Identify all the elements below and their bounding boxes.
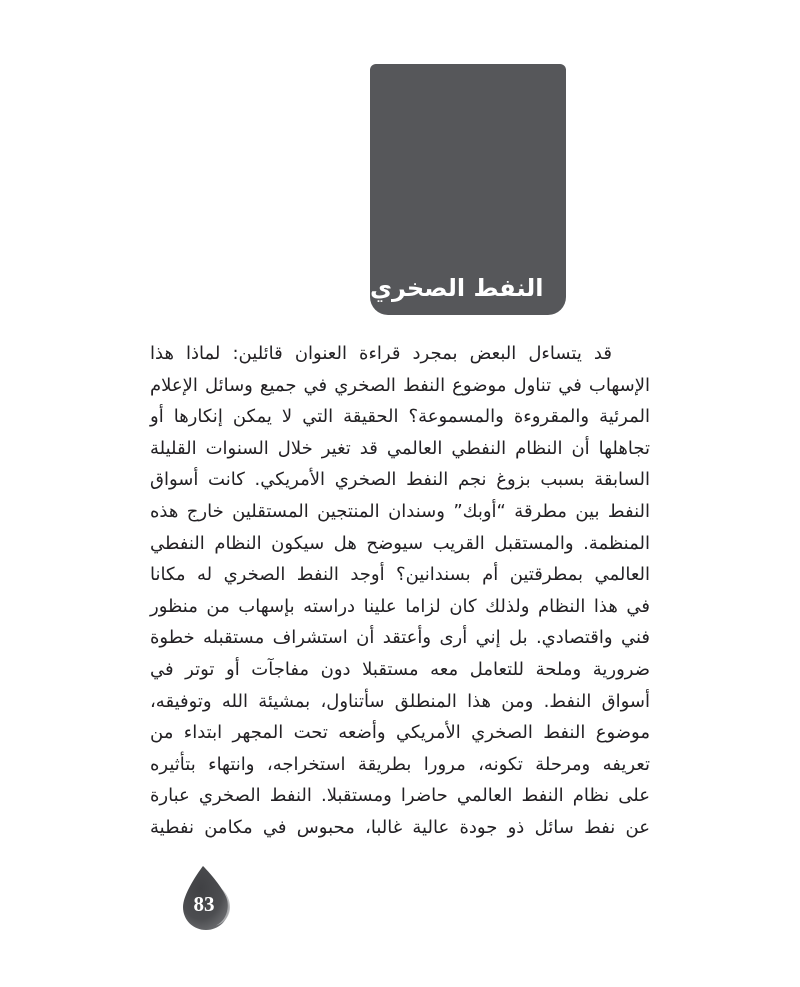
body-line: النفط بين مطرقة “أوبك” وسندان المنتجين المستقلين خارج هذه <box>150 500 650 522</box>
body-line: قد يتساءل البعض بمجرد قراءة العنوان قائلين: لماذا هذا <box>150 343 612 364</box>
chapter-title-box <box>370 64 566 315</box>
body-line: في هذا النظام ولذلك كان لزاما علينا دراسته بإسهاب من منظور <box>150 595 650 617</box>
body-line: تعريفه ومرحلة تكونه، مرورا بطريقة استخراجه، وانتهاء بتأثيره <box>150 753 650 775</box>
body-line: تجاهلها أن النظام النفطي العالمي قد تغير خلال السنوات القليلة <box>150 437 650 459</box>
body-line: ضرورية وملحة للتعامل معه مستقبلا دون مفاجآت أو توتر في <box>150 658 650 680</box>
body-line: على نظام النفط العالمي حاضرا ومستقبلا. النفط الصخري عبارة <box>150 785 650 807</box>
body-line: عن نفط سائل ذو جودة عالية غالبا، محبوس في مكامن نفطية <box>150 816 650 838</box>
body-line: المنظمة. والمستقبل القريب سيوضح هل سيكون النظام النفطي <box>150 532 650 554</box>
body-line: أسواق النفط. ومن هذا المنطلق سأتناول، بمشيئة الله وتوفيقه، <box>150 690 650 712</box>
oil-drop-icon <box>177 864 235 934</box>
body-line: الإسهاب في تناول موضوع النفط الصخري في جميع وسائل الإعلام <box>150 374 650 396</box>
body-line: فني واقتصادي. بل إني أرى وأعتقد أن استشراف مستقبله خطوة <box>150 627 650 649</box>
body-line: العالمي بمطرقتين أم بسندانين؟ أوجد النفط الصخري له مكانا <box>150 564 650 586</box>
body-line: السابقة بسبب بزوغ نجم النفط الصخري الأمريكي. كانت أسواق <box>150 469 650 491</box>
body-line: المرئية والمقروءة والمسموعة؟ الحقيقة التي لا يمكن إنكارها أو <box>150 406 650 428</box>
body-paragraph <box>150 338 650 844</box>
body-line: موضوع النفط الصخري الأمريكي وأضعه تحت المجهر ابتداء من <box>150 722 650 744</box>
page-number: 83 <box>193 892 215 916</box>
chapter-title: النفط الصخري <box>370 273 544 302</box>
